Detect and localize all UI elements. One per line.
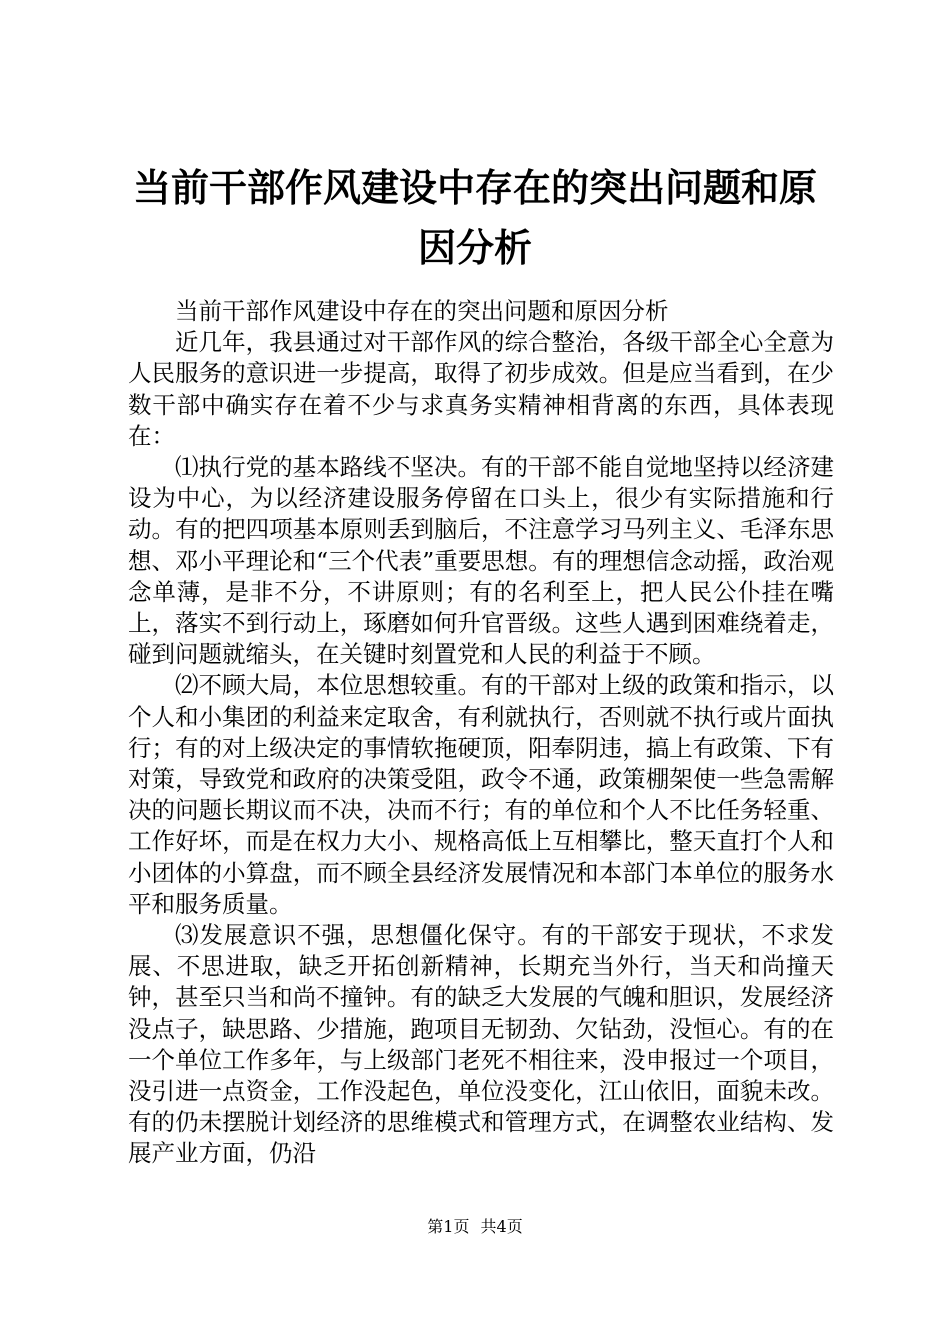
page-footer (0, 1217, 950, 1237)
subtitle-paragraph: 当前干部作风建设中存在的突出问题和原因分析 (175, 297, 669, 325)
page-total: 共4页 (480, 1217, 523, 1236)
page-number: 第1页 (427, 1217, 470, 1236)
point-3-paragraph: ⑶发展意识不强，思想僵化保守。有的干部安于现状，不求发展、不思进取，缺乏开拓创新精神，长期充当外行，当天和尚撞天钟，甚至只当和尚不撞钟。有的缺乏大发展的气魄和胆识，发展经济没点子，缺思路、少措施，跑项目无韧劲、欠钻劲，没恒心。有的在一个单位工作多年，与上级部门老死不相往来，没申报过一个项目，没引进一点资金，工作没起色，单位没变化，江山依旧，面貌未改。有的仍未摆脱计划经济的思维模式和管理方式，在调整农业结构、发展产业方面，仍沿 (128, 921, 834, 1168)
intro-paragraph: 近几年，我县通过对干部作风的综合整治，各级干部全心全意为人民服务的意识进一步提高，取得了初步成效。但是应当看到，在少数干部中确实存在着不少与求真务实精神相背离的东西，具体表现在： (128, 328, 834, 450)
document-title: 当前干部作风建设中存在的突出问题和原因分析 (132, 166, 817, 270)
point-1-paragraph: ⑴执行党的基本路线不坚决。有的干部不能自觉地坚持以经济建设为中心，为以经济建设服务停留在口头上，很少有实际措施和行动。有的把四项基本原则丢到脑后，不注意学习马列主义、毛泽东思想、邓小平理论和“三个代表”重要思想。有的理想信念动摇，政治观念单薄，是非不分，不讲原则；有的名利至上，把人民公仆挂在嘴上，落实不到行动上，琢磨如何升官晋级。这些人遇到困难绕着走，碰到问题就缩头，在关键时刻置党和人民的利益于不顾。 (128, 453, 834, 669)
point-2-paragraph: ⑵不顾大局，本位思想较重。有的干部对上级的政策和指示，以个人和小集团的利益来定取舍，有利就执行，否则就不执行或片面执行；有的对上级决定的事情软拖硬顶，阳奉阴违，搞上有政策、下有对策，导致党和政府的决策受阻，政令不通，政策棚架使一些急需解决的问题长期议而不决，决而不行；有的单位和个人不比任务轻重、工作好坏，而是在权力大小、规格高低上互相攀比，整天直打个人和小团体的小算盘，而不顾全县经济发展情况和本部门本单位的服务水平和服务质量。 (128, 671, 834, 918)
document-body (128, 296, 834, 1170)
